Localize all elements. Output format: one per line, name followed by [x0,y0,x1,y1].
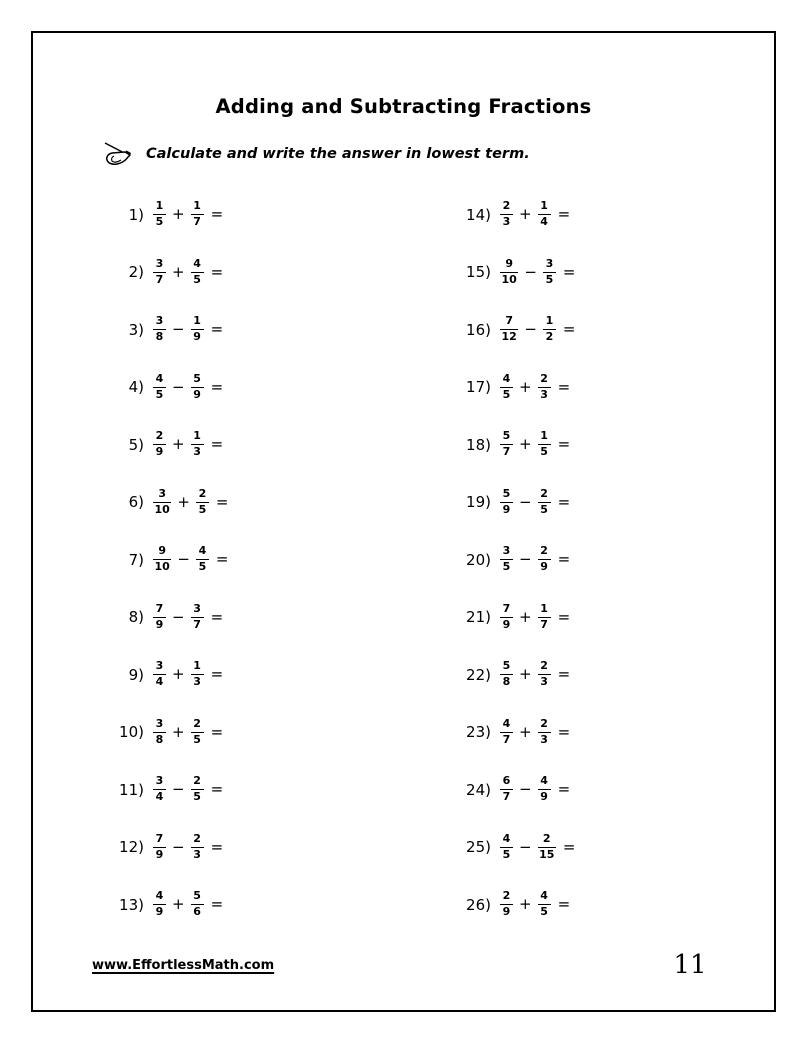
fraction-second [191,775,204,804]
denominator: 9 [540,560,548,574]
problem-number: 11) [119,780,144,799]
problem-number: 13) [119,895,144,914]
equals-sign: = [215,492,229,511]
equals-sign: = [215,550,229,569]
fraction-second [538,890,551,919]
problem-item [108,704,228,762]
fraction-first [153,430,166,459]
numerator: 4 [193,256,201,270]
numerator: 3 [545,256,554,270]
numerator: 4 [502,831,511,845]
denominator: 10 [154,502,170,516]
numerator: 1 [540,429,548,443]
denominator: 4 [155,790,164,804]
problem-expression [152,660,223,689]
problem-expression [499,718,570,747]
fraction-second [538,488,551,517]
denominator: 15 [539,847,555,861]
equals-sign: = [557,205,571,224]
fraction-first [153,660,166,689]
numerator: 2 [540,659,548,673]
problem-item [108,474,228,532]
problem-item [108,819,228,877]
instruction-row [103,141,530,167]
problem-expression [499,258,575,287]
equals-sign: = [210,262,224,281]
denominator: 3 [193,847,201,861]
equals-sign: = [557,722,571,741]
problem-item [108,359,228,417]
problem-expression [152,258,223,287]
problem-expression [499,200,570,229]
denominator: 9 [155,445,164,459]
numerator: 2 [540,716,548,730]
numerator: 1 [545,314,554,328]
problem-item [108,186,228,244]
operator-symbol: + [519,205,532,224]
fraction-first [500,430,513,459]
page-number: 11 [673,950,707,980]
problem-expression [499,890,570,919]
fraction-second [191,833,204,862]
fraction-second [538,200,551,229]
operator-symbol: − [172,780,185,799]
numerator: 4 [155,889,164,903]
operator-symbol: + [519,895,532,914]
numerator: 7 [505,314,513,328]
problem-number: 20) [466,550,491,569]
problem-number: 26) [466,895,491,914]
numerator: 7 [155,601,164,615]
fraction-second [191,315,204,344]
denominator: 8 [155,732,164,746]
operator-symbol: + [172,435,185,454]
operator-symbol: + [519,377,532,396]
numerator: 2 [540,371,548,385]
numerator: 4 [540,774,548,788]
numerator: 1 [193,429,201,443]
problem-expression [152,833,223,862]
numerator: 3 [502,544,511,558]
equals-sign: = [210,377,224,396]
equals-sign: = [557,435,571,454]
denominator: 7 [502,732,511,746]
equals-sign: = [210,895,224,914]
fraction-first [153,315,166,344]
problem-number: 7) [128,550,144,569]
numerator: 2 [542,831,551,845]
denominator: 5 [502,847,511,861]
numerator: 3 [155,256,164,270]
fraction-second [538,718,551,747]
fraction-first [500,200,513,229]
fraction-first [153,200,166,229]
problem-number: 12) [119,838,144,857]
problem-number: 23) [466,723,491,742]
problem-item [108,589,228,647]
denominator: 3 [502,215,511,229]
denominator: 3 [193,675,201,689]
fraction-second [191,258,204,287]
problem-item [108,416,228,474]
problem-item [455,589,575,647]
problem-item [455,359,575,417]
operator-symbol: + [519,722,532,741]
denominator: 9 [502,502,511,516]
operator-symbol: + [519,607,532,626]
numerator: 9 [158,544,166,558]
operator-symbol: − [524,262,537,281]
page-title: Adding and Subtracting Fractions [215,95,592,118]
denominator: 9 [155,905,164,919]
numerator: 2 [502,889,511,903]
problem-number: 25) [466,838,491,857]
denominator: 7 [155,272,164,286]
numerator: 2 [193,831,201,845]
problem-expression [152,488,228,517]
problem-item [108,244,228,302]
problem-item [455,761,575,819]
problem-number: 14) [466,205,491,224]
numerator: 2 [540,486,548,500]
operator-symbol: − [172,320,185,339]
numerator: 3 [158,486,166,500]
denominator: 3 [540,675,548,689]
equals-sign: = [557,492,571,511]
fraction-second [196,545,209,574]
fraction-first [153,890,166,919]
fraction-second [538,660,551,689]
denominator: 9 [502,905,511,919]
denominator: 5 [155,215,164,229]
problem-item [455,416,575,474]
denominator: 7 [502,445,511,459]
fraction-second [543,315,556,344]
operator-symbol: − [524,320,537,339]
denominator: 5 [193,790,201,804]
instruction-text: Calculate and write the answer in lowest term. [146,146,530,162]
operator-symbol: + [172,262,185,281]
denominator: 3 [540,732,548,746]
operator-symbol: − [519,780,532,799]
denominator: 9 [193,387,201,401]
equals-sign: = [210,722,224,741]
denominator: 6 [193,905,201,919]
fraction-first [500,373,513,402]
fraction-first [153,373,166,402]
fraction-second [191,373,204,402]
fraction-first [153,603,166,632]
denominator: 8 [502,675,511,689]
fraction-first [500,718,513,747]
fraction-second [538,603,551,632]
numerator: 5 [502,486,511,500]
problem-number: 5) [128,435,144,454]
denominator: 10 [154,560,170,574]
denominator: 9 [502,617,511,631]
operator-symbol: − [519,550,532,569]
problem-column-left [108,186,228,934]
problem-expression [152,200,223,229]
fraction-second [538,430,551,459]
operator-symbol: + [177,492,190,511]
problem-item [455,186,575,244]
fraction-first [500,258,518,287]
denominator: 5 [545,272,554,286]
numerator: 4 [540,889,548,903]
pencil-icon [103,141,137,167]
fraction-first [500,833,513,862]
fraction-second [543,258,556,287]
fraction-first [500,315,518,344]
problem-item [108,876,228,934]
problem-expression [152,430,223,459]
denominator: 7 [193,617,201,631]
denominator: 5 [502,387,511,401]
problem-number: 18) [466,435,491,454]
numerator: 2 [193,774,201,788]
problem-number: 9) [128,665,144,684]
operator-symbol: − [172,377,185,396]
numerator: 9 [505,256,513,270]
denominator: 7 [540,617,548,631]
numerator: 3 [155,716,164,730]
fraction-first [153,258,166,287]
problem-expression [499,775,570,804]
operator-symbol: − [172,607,185,626]
problem-item [455,474,575,532]
numerator: 4 [155,371,164,385]
numerator: 2 [502,199,511,213]
denominator: 5 [540,445,548,459]
problem-number: 10) [119,723,144,742]
operator-symbol: + [172,895,185,914]
problem-expression [152,775,223,804]
fraction-second [191,430,204,459]
numerator: 1 [193,659,201,673]
denominator: 5 [540,502,548,516]
footer-website-link[interactable]: www.EffortlessMath.com [92,958,275,973]
problem-expression [152,315,223,344]
operator-symbol: + [519,435,532,454]
problem-expression [152,545,228,574]
equals-sign: = [562,320,576,339]
fraction-second [538,833,556,862]
denominator: 9 [155,617,164,631]
fraction-first [153,718,166,747]
equals-sign: = [210,607,224,626]
problem-expression [152,890,223,919]
numerator: 1 [193,314,201,328]
numerator: 3 [193,601,201,615]
fraction-first [500,890,513,919]
fraction-first [500,603,513,632]
fraction-first [153,775,166,804]
numerator: 3 [155,659,164,673]
problem-item [108,301,228,359]
fraction-second [538,775,551,804]
operator-symbol: − [519,837,532,856]
problem-number: 15) [466,263,491,282]
problem-expression [499,373,570,402]
denominator: 5 [198,560,207,574]
problem-item [455,704,575,762]
fraction-second [196,488,209,517]
problem-expression [152,603,223,632]
equals-sign: = [557,780,571,799]
problem-number: 1) [128,205,144,224]
problem-number: 17) [466,378,491,397]
equals-sign: = [210,320,224,339]
denominator: 5 [198,502,207,516]
denominator: 9 [540,790,548,804]
denominator: 7 [193,215,201,229]
denominator: 8 [155,330,164,344]
problem-column-right [455,186,575,934]
problem-expression [152,718,223,747]
problem-item [108,646,228,704]
equals-sign: = [210,435,224,454]
problem-expression [499,660,570,689]
fraction-second [538,545,551,574]
fraction-second [191,660,204,689]
numerator: 1 [155,199,164,213]
fraction-second [191,718,204,747]
denominator: 5 [540,905,548,919]
numerator: 4 [198,544,207,558]
fraction-first [153,488,171,517]
problem-item [108,531,228,589]
fraction-first [500,488,513,517]
problem-item [108,761,228,819]
fraction-second [191,890,204,919]
problem-item [455,531,575,589]
fraction-first [153,833,166,862]
denominator: 3 [193,445,201,459]
numerator: 4 [502,371,511,385]
denominator: 12 [501,330,517,344]
equals-sign: = [210,837,224,856]
operator-symbol: + [172,722,185,741]
denominator: 5 [193,272,201,286]
problem-number: 16) [466,320,491,339]
operator-symbol: + [172,665,185,684]
denominator: 4 [540,215,548,229]
problem-number: 8) [128,608,144,627]
denominator: 9 [155,847,164,861]
problem-number: 24) [466,780,491,799]
problem-expression [499,545,570,574]
numerator: 5 [502,659,511,673]
problem-item [455,876,575,934]
equals-sign: = [210,665,224,684]
fraction-first [500,660,513,689]
equals-sign: = [557,550,571,569]
problem-number: 21) [466,608,491,627]
numerator: 3 [155,774,164,788]
problem-number: 2) [128,263,144,282]
numerator: 2 [540,544,548,558]
numerator: 1 [540,199,548,213]
problem-item [455,646,575,704]
numerator: 1 [193,199,201,213]
numerator: 2 [198,486,207,500]
equals-sign: = [562,262,576,281]
numerator: 6 [502,774,511,788]
problem-expression [499,488,570,517]
numerator: 5 [502,429,511,443]
fraction-second [538,373,551,402]
operator-symbol: − [172,837,185,856]
numerator: 1 [540,601,548,615]
equals-sign: = [557,607,571,626]
numerator: 4 [502,716,511,730]
denominator: 10 [501,272,517,286]
equals-sign: = [562,837,576,856]
denominator: 5 [155,387,164,401]
problem-item [455,301,575,359]
problem-expression [152,373,223,402]
numerator: 3 [155,314,164,328]
fraction-first [153,545,171,574]
equals-sign: = [557,665,571,684]
denominator: 2 [545,330,554,344]
fraction-second [191,200,204,229]
denominator: 4 [155,675,164,689]
problem-number: 19) [466,493,491,512]
numerator: 2 [155,429,164,443]
fraction-first [500,545,513,574]
problem-expression [499,833,575,862]
equals-sign: = [210,205,224,224]
equals-sign: = [210,780,224,799]
equals-sign: = [557,377,571,396]
fraction-first [500,775,513,804]
problem-expression [499,430,570,459]
denominator: 7 [502,790,511,804]
numerator: 5 [193,889,201,903]
operator-symbol: − [177,550,190,569]
problem-expression [499,315,575,344]
problem-number: 22) [466,665,491,684]
problem-expression [499,603,570,632]
denominator: 9 [193,330,201,344]
problem-number: 6) [128,493,144,512]
denominator: 5 [193,732,201,746]
problem-item [455,819,575,877]
problem-number: 4) [128,378,144,397]
numerator: 7 [155,831,164,845]
equals-sign: = [557,895,571,914]
denominator: 5 [502,560,511,574]
operator-symbol: − [519,492,532,511]
operator-symbol: + [519,665,532,684]
numerator: 7 [502,601,511,615]
fraction-second [191,603,204,632]
operator-symbol: + [172,205,185,224]
numerator: 2 [193,716,201,730]
denominator: 3 [540,387,548,401]
problem-number: 3) [128,320,144,339]
problem-item [455,244,575,302]
numerator: 5 [193,371,201,385]
